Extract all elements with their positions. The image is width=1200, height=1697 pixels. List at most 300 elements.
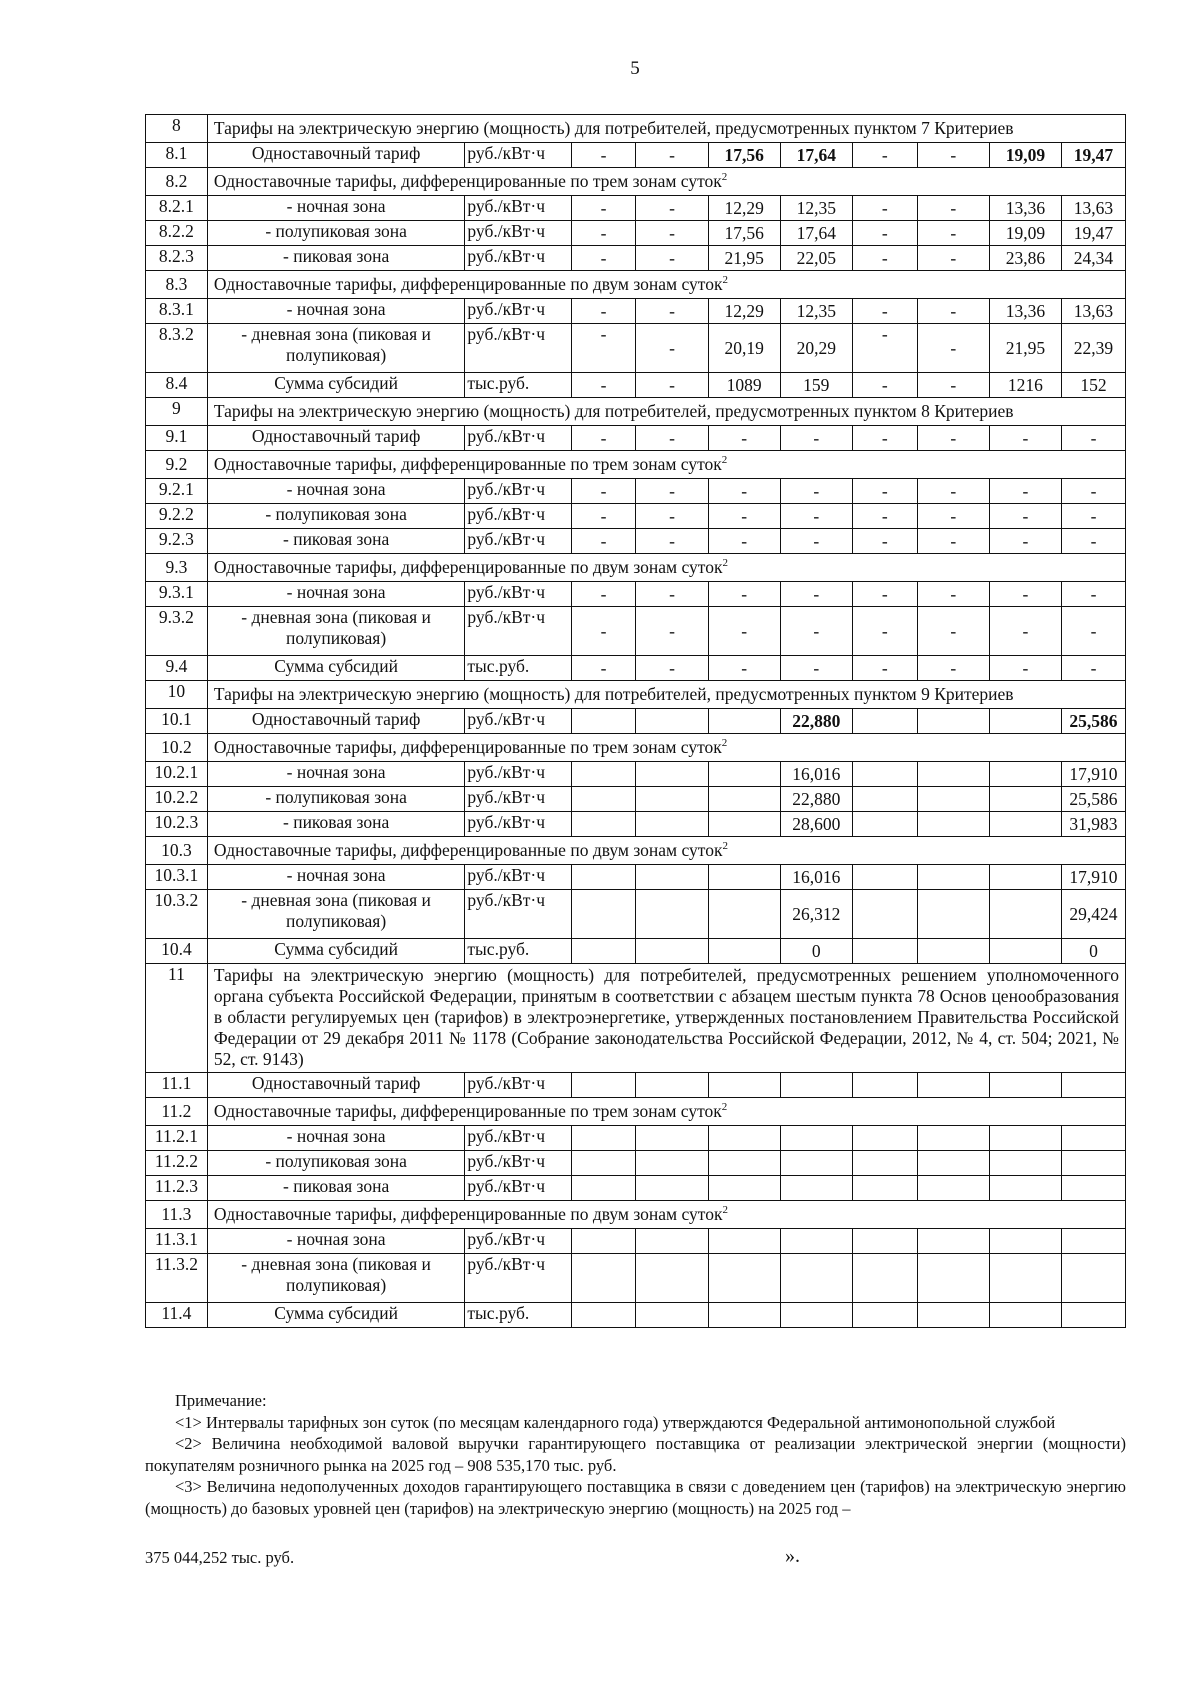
value-cell: -: [571, 582, 636, 607]
row-unit: руб./кВт·ч: [465, 607, 571, 656]
value-cell: [636, 787, 708, 812]
row-number: 9.2.3: [146, 529, 208, 554]
value-cell: 19,47: [1061, 221, 1125, 246]
row-unit: руб./кВт·ч: [465, 762, 571, 787]
row-number: 10.2.1: [146, 762, 208, 787]
value-cell: -: [989, 656, 1061, 681]
value-cell: [917, 939, 989, 964]
value-cell: [780, 1176, 852, 1201]
footnote-mark: 2: [721, 170, 728, 183]
row-unit: руб./кВт·ч: [465, 504, 571, 529]
value-cell: -: [917, 529, 989, 554]
value-cell: 17,910: [1061, 865, 1125, 890]
table-row: [146, 865, 1126, 890]
value-cell: -: [1061, 656, 1125, 681]
value-cell: 22,880: [780, 787, 852, 812]
value-cell: -: [852, 504, 917, 529]
value-cell: [1061, 1303, 1125, 1328]
value-cell: [780, 1073, 852, 1098]
value-cell: [571, 1126, 636, 1151]
value-cell: -: [852, 529, 917, 554]
value-cell: [852, 890, 917, 939]
table-row: [146, 196, 1126, 221]
value-cell: -: [636, 607, 708, 656]
subsection-label: Одноставочные тарифы, дифференцированные по двум зонам суток: [213, 1203, 723, 1224]
value-cell: 159: [780, 373, 852, 398]
table-row: [146, 890, 1126, 939]
value-cell: [989, 865, 1061, 890]
row-number: 11.2: [146, 1098, 208, 1126]
subsection-title: [207, 168, 1125, 196]
table-row: [146, 398, 1126, 426]
value-cell: 152: [1061, 373, 1125, 398]
value-cell: [708, 812, 780, 837]
footnote-mark: 2: [722, 839, 728, 852]
value-cell: -: [780, 656, 852, 681]
row-unit: руб./кВт·ч: [465, 143, 571, 168]
value-cell: [1061, 1254, 1125, 1303]
row-label: Одноставочный тариф: [207, 143, 465, 168]
value-cell: [636, 1254, 708, 1303]
value-cell: [989, 812, 1061, 837]
note-3-end: 375 044,252 тыс. руб.: [145, 1548, 295, 1567]
value-cell: [636, 1229, 708, 1254]
value-cell: -: [708, 607, 780, 656]
subsection-title: [207, 554, 1125, 582]
notes-last-line: [145, 1545, 1126, 1568]
row-label: Сумма субсидий: [207, 939, 465, 964]
table-row: [146, 681, 1126, 709]
table-row: [146, 1303, 1126, 1328]
table-row: [146, 656, 1126, 681]
value-cell: [989, 1151, 1061, 1176]
table-row: [146, 504, 1126, 529]
tariff-table: [145, 114, 1126, 1328]
value-cell: 19,09: [989, 143, 1061, 168]
row-unit: тыс.руб.: [465, 1303, 571, 1328]
value-cell: [1061, 1073, 1125, 1098]
value-cell: 12,35: [780, 196, 852, 221]
value-cell: [989, 762, 1061, 787]
value-cell: 31,983: [1061, 812, 1125, 837]
value-cell: [708, 939, 780, 964]
value-cell: -: [636, 299, 708, 324]
row-number: 9.2.1: [146, 479, 208, 504]
value-cell: -: [571, 504, 636, 529]
table-row: [146, 1201, 1126, 1229]
value-cell: [571, 709, 636, 734]
value-cell: [989, 1073, 1061, 1098]
value-cell: -: [917, 143, 989, 168]
value-cell: [780, 1229, 852, 1254]
value-cell: 12,29: [708, 299, 780, 324]
value-cell: -: [571, 324, 636, 373]
value-cell: [852, 812, 917, 837]
value-cell: -: [917, 656, 989, 681]
section-title: Тарифы на электрическую энергию (мощность) для потребителей, предусмотренных пунктом 9 Критериев: [207, 681, 1125, 709]
row-label: Одноставочный тариф: [207, 426, 465, 451]
row-unit: руб./кВт·ч: [465, 582, 571, 607]
value-cell: [780, 1303, 852, 1328]
row-label: - дневная зона (пиковая и полупиковая): [207, 890, 465, 939]
table-row: [146, 734, 1126, 762]
subsection-title: [207, 451, 1125, 479]
value-cell: 13,36: [989, 196, 1061, 221]
row-unit: руб./кВт·ч: [465, 246, 571, 271]
value-cell: -: [852, 143, 917, 168]
value-cell: -: [852, 196, 917, 221]
value-cell: -: [636, 143, 708, 168]
value-cell: [917, 1176, 989, 1201]
value-cell: -: [571, 299, 636, 324]
row-label: - ночная зона: [207, 479, 465, 504]
row-label: Сумма субсидий: [207, 1303, 465, 1328]
value-cell: [989, 890, 1061, 939]
value-cell: [852, 1303, 917, 1328]
value-cell: [852, 709, 917, 734]
value-cell: -: [636, 582, 708, 607]
value-cell: [989, 1303, 1061, 1328]
footnote-mark: 2: [722, 556, 728, 569]
row-number: 10.3.1: [146, 865, 208, 890]
row-label: - дневная зона (пиковая и полупиковая): [207, 324, 465, 373]
notes-title: Примечание:: [175, 1391, 267, 1410]
table-row: [146, 964, 1126, 1073]
value-cell: 16,016: [780, 762, 852, 787]
value-cell: 0: [1061, 939, 1125, 964]
row-number: 10.3.2: [146, 890, 208, 939]
row-number: 8.3.1: [146, 299, 208, 324]
value-cell: -: [917, 426, 989, 451]
value-cell: 22,39: [1061, 324, 1125, 373]
value-cell: [852, 787, 917, 812]
value-cell: -: [636, 196, 708, 221]
row-number: 8.2: [146, 168, 208, 196]
value-cell: -: [852, 299, 917, 324]
row-number: 11.3.2: [146, 1254, 208, 1303]
value-cell: [989, 939, 1061, 964]
row-label: Сумма субсидий: [207, 373, 465, 398]
section-number: 10: [146, 681, 208, 709]
value-cell: 21,95: [708, 246, 780, 271]
value-cell: [1061, 1229, 1125, 1254]
value-cell: [571, 939, 636, 964]
value-cell: [917, 1303, 989, 1328]
row-number: 10.2.2: [146, 787, 208, 812]
subsection-label: Одноставочные тарифы, дифференцированные по двум зонам суток: [213, 839, 723, 860]
value-cell: 17,56: [708, 221, 780, 246]
value-cell: -: [571, 426, 636, 451]
footnote-mark: 2: [721, 1100, 728, 1113]
value-cell: [571, 1254, 636, 1303]
value-cell: 29,424: [1061, 890, 1125, 939]
row-label: - полупиковая зона: [207, 787, 465, 812]
value-cell: -: [917, 324, 989, 373]
subsection-label: Одноставочные тарифы, дифференцированные по трем зонам суток: [213, 1100, 722, 1121]
value-cell: -: [636, 529, 708, 554]
subsection-label: Одноставочные тарифы, дифференцированные по двум зонам суток: [213, 556, 723, 577]
value-cell: -: [571, 246, 636, 271]
value-cell: -: [780, 504, 852, 529]
row-label: - ночная зона: [207, 1229, 465, 1254]
row-number: 11.2.3: [146, 1176, 208, 1201]
table-row: [146, 762, 1126, 787]
row-number: 10.3: [146, 837, 208, 865]
value-cell: -: [852, 656, 917, 681]
footnote-mark: 2: [721, 453, 728, 466]
row-unit: руб./кВт·ч: [465, 221, 571, 246]
tariff-table-body: [146, 115, 1126, 1328]
value-cell: -: [708, 529, 780, 554]
value-cell: [708, 1073, 780, 1098]
value-cell: 1216: [989, 373, 1061, 398]
value-cell: [989, 1126, 1061, 1151]
value-cell: 22,05: [780, 246, 852, 271]
table-row: [146, 529, 1126, 554]
value-cell: -: [708, 504, 780, 529]
row-number: 10.2.3: [146, 812, 208, 837]
value-cell: -: [917, 479, 989, 504]
row-number: 8.3.2: [146, 324, 208, 373]
table-row: [146, 324, 1126, 373]
row-unit: руб./кВт·ч: [465, 1229, 571, 1254]
value-cell: -: [917, 607, 989, 656]
value-cell: [780, 1151, 852, 1176]
value-cell: [989, 1254, 1061, 1303]
value-cell: 24,34: [1061, 246, 1125, 271]
value-cell: [636, 1073, 708, 1098]
value-cell: [708, 1254, 780, 1303]
value-cell: [852, 1073, 917, 1098]
row-unit: руб./кВт·ч: [465, 1151, 571, 1176]
row-label: - пиковая зона: [207, 1176, 465, 1201]
value-cell: [917, 1229, 989, 1254]
value-cell: [989, 1176, 1061, 1201]
row-number: 11.1: [146, 1073, 208, 1098]
subsection-title: [207, 734, 1125, 762]
value-cell: [852, 1126, 917, 1151]
table-row: [146, 1254, 1126, 1303]
row-label: - полупиковая зона: [207, 221, 465, 246]
value-cell: [1061, 1126, 1125, 1151]
value-cell: [636, 1126, 708, 1151]
value-cell: [571, 1073, 636, 1098]
table-row: [146, 426, 1126, 451]
value-cell: [917, 1254, 989, 1303]
table-row: [146, 1229, 1126, 1254]
row-number: 9.3.2: [146, 607, 208, 656]
value-cell: [636, 890, 708, 939]
value-cell: [636, 1176, 708, 1201]
value-cell: -: [780, 426, 852, 451]
value-cell: [571, 762, 636, 787]
value-cell: -: [917, 221, 989, 246]
table-row: [146, 271, 1126, 299]
row-number: 9.1: [146, 426, 208, 451]
row-label: - пиковая зона: [207, 246, 465, 271]
row-number: 11.4: [146, 1303, 208, 1328]
value-cell: [708, 1229, 780, 1254]
value-cell: 17,64: [780, 221, 852, 246]
value-cell: -: [852, 479, 917, 504]
table-row: [146, 787, 1126, 812]
value-cell: -: [1061, 479, 1125, 504]
value-cell: -: [636, 324, 708, 373]
value-cell: 20,19: [708, 324, 780, 373]
value-cell: -: [1061, 582, 1125, 607]
row-number: 8.1: [146, 143, 208, 168]
section-number: 9: [146, 398, 208, 426]
row-number: 11.2.2: [146, 1151, 208, 1176]
value-cell: [852, 1229, 917, 1254]
value-cell: [852, 865, 917, 890]
row-unit: тыс.руб.: [465, 939, 571, 964]
table-row: [146, 837, 1126, 865]
value-cell: 28,600: [780, 812, 852, 837]
table-row: [146, 709, 1126, 734]
table-row: [146, 168, 1126, 196]
value-cell: -: [989, 504, 1061, 529]
value-cell: -: [989, 426, 1061, 451]
value-cell: [917, 865, 989, 890]
value-cell: -: [852, 324, 917, 373]
row-label: - ночная зона: [207, 1126, 465, 1151]
value-cell: -: [571, 196, 636, 221]
value-cell: -: [636, 246, 708, 271]
value-cell: [636, 709, 708, 734]
value-cell: -: [852, 373, 917, 398]
value-cell: 17,64: [780, 143, 852, 168]
section-title: Тарифы на электрическую энергию (мощность) для потребителей, предусмотренных решением уполномоченного органа субъекта Российской Федерации, принятым в соответствии с абзацем шестым пункта 78 Основ ценообразования в области регулируемых цен (тарифов) в электроэнергетике, утвержденных постановлением Правительства Российской Федерации от 29 декабря 2011 № 1178 (Собрание законодательства Российской Федерации, 2012, № 4, ст. 504; 2021, № 52, ст. 9143): [207, 964, 1125, 1073]
value-cell: -: [917, 246, 989, 271]
row-label: - ночная зона: [207, 299, 465, 324]
row-label: Одноставочный тариф: [207, 1073, 465, 1098]
value-cell: [780, 1254, 852, 1303]
table-row: [146, 115, 1126, 143]
value-cell: -: [636, 479, 708, 504]
value-cell: [636, 812, 708, 837]
note-2: <2> Величина необходимой валовой выручки гарантирующего поставщика от реализации электрической энергии (мощности) покупателям розничного рынка на 2025 год – 908 535,170 тыс. руб.: [145, 1434, 1126, 1475]
row-label: - полупиковая зона: [207, 1151, 465, 1176]
row-unit: руб./кВт·ч: [465, 1176, 571, 1201]
value-cell: 0: [780, 939, 852, 964]
note-1: <1> Интервалы тарифных зон суток (по месяцам календарного года) утверждаются Федеральной антимонопольной службой: [175, 1412, 1056, 1432]
closing-quote: ».: [785, 1545, 800, 1567]
section-number: 11: [146, 964, 208, 1073]
value-cell: -: [636, 373, 708, 398]
value-cell: [708, 1303, 780, 1328]
value-cell: -: [636, 656, 708, 681]
note-3: <3> Величина недополученных доходов гарантирующего поставщика в связи с доведением цен (тарифов) на электрическую энергию (мощность) до базовых уровней цен (тарифов) на электрическую энергию (мощность) на 2025 год –: [145, 1477, 1126, 1518]
subsection-title: [207, 1201, 1125, 1229]
row-label: - ночная зона: [207, 865, 465, 890]
value-cell: [708, 1176, 780, 1201]
row-unit: руб./кВт·ч: [465, 865, 571, 890]
value-cell: [917, 762, 989, 787]
value-cell: [571, 865, 636, 890]
value-cell: 22,880: [780, 709, 852, 734]
table-row: [146, 554, 1126, 582]
row-label: - ночная зона: [207, 582, 465, 607]
value-cell: -: [989, 607, 1061, 656]
value-cell: [636, 939, 708, 964]
value-cell: -: [780, 529, 852, 554]
value-cell: 23,86: [989, 246, 1061, 271]
value-cell: [852, 762, 917, 787]
row-unit: руб./кВт·ч: [465, 1254, 571, 1303]
value-cell: [1061, 1151, 1125, 1176]
value-cell: [708, 787, 780, 812]
notes: [145, 1390, 1126, 1519]
value-cell: [708, 709, 780, 734]
row-number: 11.2.1: [146, 1126, 208, 1151]
value-cell: [636, 762, 708, 787]
row-number: 10.4: [146, 939, 208, 964]
value-cell: [708, 890, 780, 939]
row-unit: тыс.руб.: [465, 373, 571, 398]
value-cell: -: [636, 504, 708, 529]
row-label: - дневная зона (пиковая и полупиковая): [207, 607, 465, 656]
subsection-label: Одноставочные тарифы, дифференцированные по двум зонам суток: [213, 273, 723, 294]
table-row: [146, 221, 1126, 246]
row-number: 9.2.2: [146, 504, 208, 529]
value-cell: [852, 1151, 917, 1176]
table-row: [146, 582, 1126, 607]
value-cell: -: [917, 582, 989, 607]
table-row: [146, 1151, 1126, 1176]
value-cell: -: [571, 479, 636, 504]
value-cell: -: [571, 656, 636, 681]
row-number: 11.3: [146, 1201, 208, 1229]
value-cell: [1061, 1176, 1125, 1201]
value-cell: -: [571, 529, 636, 554]
value-cell: [571, 1229, 636, 1254]
value-cell: 19,47: [1061, 143, 1125, 168]
row-unit: руб./кВт·ч: [465, 529, 571, 554]
subsection-title: [207, 271, 1125, 299]
value-cell: -: [989, 529, 1061, 554]
table-row: [146, 1073, 1126, 1098]
row-unit: руб./кВт·ч: [465, 890, 571, 939]
table-row: [146, 246, 1126, 271]
table-row: [146, 607, 1126, 656]
value-cell: -: [852, 221, 917, 246]
row-unit: руб./кВт·ч: [465, 1126, 571, 1151]
value-cell: 12,29: [708, 196, 780, 221]
value-cell: -: [571, 221, 636, 246]
value-cell: -: [1061, 529, 1125, 554]
table-row: [146, 939, 1126, 964]
row-number: 8.4: [146, 373, 208, 398]
row-number: 10.2: [146, 734, 208, 762]
row-unit: руб./кВт·ч: [465, 299, 571, 324]
value-cell: -: [1061, 504, 1125, 529]
row-number: 9.3.1: [146, 582, 208, 607]
row-label: - пиковая зона: [207, 812, 465, 837]
value-cell: -: [852, 246, 917, 271]
row-label: Сумма субсидий: [207, 656, 465, 681]
subsection-label: Одноставочные тарифы, дифференцированные по трем зонам суток: [213, 453, 722, 474]
value-cell: [571, 1151, 636, 1176]
subsection-title: [207, 837, 1125, 865]
value-cell: 13,63: [1061, 196, 1125, 221]
value-cell: -: [852, 582, 917, 607]
subsection-label: Одноставочные тарифы, дифференцированные по трем зонам суток: [213, 170, 722, 191]
value-cell: [636, 1303, 708, 1328]
value-cell: 17,910: [1061, 762, 1125, 787]
value-cell: [852, 939, 917, 964]
value-cell: -: [708, 656, 780, 681]
